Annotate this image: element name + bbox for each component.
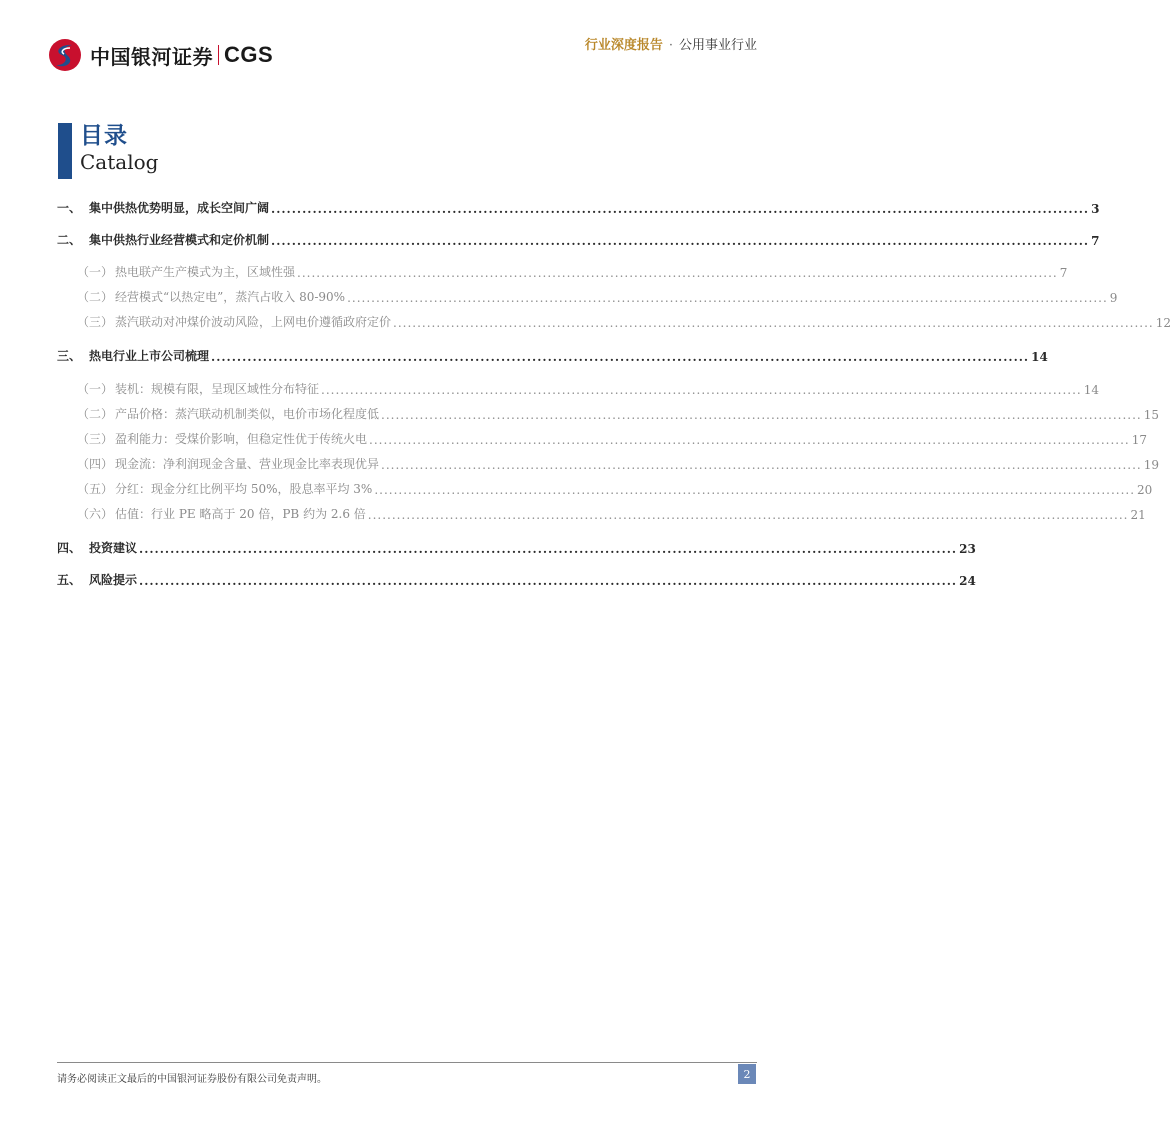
toc-entry-number: （三） xyxy=(77,315,114,329)
toc-entry[interactable] xyxy=(57,344,1048,364)
toc-entry-title: 经营模式“以热定电”，蒸汽占收入 80-90% xyxy=(115,290,346,304)
toc-entry-page: 15 xyxy=(1143,408,1159,422)
logo-text-cn: 中国银河证券 xyxy=(90,44,213,69)
toc-entry-number: （一） xyxy=(77,382,114,396)
toc-entry-page: 24 xyxy=(959,574,976,588)
toc-entry-title: 风险提示 xyxy=(89,573,138,587)
toc-entry-page: 12 xyxy=(1155,316,1171,330)
catalog-title-en: Catalog xyxy=(80,150,159,174)
toc-entry-title: 蒸汽联动对冲煤价波动风险，上网电价遵循政府定价 xyxy=(115,315,392,329)
toc-leader-dots: .............................................................................................................................................................. xyxy=(271,234,1090,248)
page-number-badge: 2 xyxy=(738,1064,756,1084)
toc-entry-page: 14 xyxy=(1083,383,1099,397)
footer-divider xyxy=(57,1062,757,1063)
toc-entry-title: 投资建议 xyxy=(89,541,138,555)
toc-entry[interactable] xyxy=(57,502,1146,522)
toc-entry-number: （四） xyxy=(77,457,114,471)
toc-entry-title: 分红：现金分红比例平均 50%，股息率平均 3% xyxy=(115,482,373,496)
toc-leader-dots: .............................................................................................................................................................. xyxy=(381,458,1142,472)
toc-entry-title: 产品价格：蒸汽联动机制类似，电价市场化程度低 xyxy=(115,407,380,421)
company-logo xyxy=(48,38,273,72)
toc-entry[interactable] xyxy=(57,427,1147,447)
toc-entry-page: 9 xyxy=(1109,291,1118,305)
toc-entry-page: 21 xyxy=(1130,508,1146,522)
logo-divider xyxy=(218,45,219,65)
toc-entry-number: （二） xyxy=(77,290,114,304)
toc-entry-number: （三） xyxy=(77,432,114,446)
toc-entry-page: 20 xyxy=(1137,483,1153,497)
toc-leader-dots: .............................................................................................................................................................. xyxy=(369,433,1130,447)
toc-entry-title: 集中供热优势明显，成长空间广阔 xyxy=(89,201,270,215)
toc-entry[interactable] xyxy=(57,452,1159,472)
toc-entry-number: （一） xyxy=(77,265,114,279)
toc-entry[interactable] xyxy=(57,402,1159,422)
industry-name: 公用事业行业 xyxy=(678,38,757,53)
toc-entry-number: 四、 xyxy=(57,541,82,555)
report-type-label xyxy=(585,34,757,53)
toc-entry-page: 17 xyxy=(1131,433,1147,447)
toc-leader-dots: .............................................................................................................................................................. xyxy=(393,316,1154,330)
toc-entry-page: 3 xyxy=(1091,202,1100,216)
toc-leader-dots: .............................................................................................................................................................. xyxy=(139,542,958,556)
toc-entry-number: （六） xyxy=(77,507,114,521)
toc-leader-dots: .............................................................................................................................................................. xyxy=(139,574,958,588)
toc-entry-number: 二、 xyxy=(57,233,82,247)
toc-entry-page: 14 xyxy=(1031,350,1048,364)
toc-leader-dots: .............................................................................................................................................................. xyxy=(347,291,1108,305)
toc-entry[interactable] xyxy=(57,377,1099,397)
toc-entry[interactable] xyxy=(57,260,1068,280)
toc-entry[interactable] xyxy=(57,285,1118,305)
toc-leader-dots: .............................................................................................................................................................. xyxy=(367,508,1129,522)
toc-leader-dots: .............................................................................................................................................................. xyxy=(381,408,1142,422)
toc-leader-dots: .............................................................................................................................................................. xyxy=(271,202,1090,216)
toc-entry-page: 19 xyxy=(1143,458,1159,472)
toc-entry-number: 三、 xyxy=(57,349,82,363)
cgs-logo-icon xyxy=(48,38,82,72)
header-separator: · xyxy=(668,38,673,53)
toc-entry-title: 集中供热行业经营模式和定价机制 xyxy=(89,233,270,247)
toc-entry-title: 估值：行业 PE 略高于 20 倍，PB 约为 2.6 倍 xyxy=(115,507,366,521)
toc-entry[interactable] xyxy=(57,196,1100,216)
footer-disclaimer: 请务必阅读正文最后的中国银河证券股份有限公司免责声明。 xyxy=(57,1074,327,1085)
toc-entry-page: 23 xyxy=(959,542,976,556)
toc-entry-title: 热电联产生产模式为主，区域性强 xyxy=(115,265,296,279)
toc-entry-title: 热电行业上市公司梳理 xyxy=(89,349,210,363)
toc-entry[interactable] xyxy=(57,536,976,556)
toc-entry-number: 一、 xyxy=(57,201,82,215)
toc-leader-dots: .............................................................................................................................................................. xyxy=(297,266,1058,280)
logo-text-en: CGS xyxy=(224,42,274,67)
toc-entry[interactable] xyxy=(57,477,1153,497)
toc-leader-dots: .............................................................................................................................................................. xyxy=(211,350,1030,364)
page-header xyxy=(0,0,793,90)
toc-entry[interactable] xyxy=(57,228,1100,248)
toc-entry[interactable] xyxy=(57,568,976,588)
title-accent-bar xyxy=(58,123,72,179)
toc-leader-dots: .............................................................................................................................................................. xyxy=(374,483,1136,497)
toc-entry[interactable] xyxy=(57,310,1171,330)
toc-entry-number: 五、 xyxy=(57,573,82,587)
toc-entry-page: 7 xyxy=(1059,266,1068,280)
toc-entry-title: 现金流：净利润现金含量、营业现金比率表现优异 xyxy=(115,457,380,471)
catalog-title-cn: 目录 xyxy=(80,122,128,149)
toc-entry-title: 装机：规模有限，呈现区域性分布特征 xyxy=(115,382,320,396)
toc-entry-page: 7 xyxy=(1091,234,1100,248)
toc-leader-dots: .............................................................................................................................................................. xyxy=(321,383,1082,397)
toc-entry-number: （五） xyxy=(77,482,114,496)
report-category: 行业深度报告 xyxy=(584,38,663,53)
toc-entry-number: （二） xyxy=(77,407,114,421)
toc-entry-title: 盈利能力：受煤价影响，但稳定性优于传统火电 xyxy=(115,432,368,446)
